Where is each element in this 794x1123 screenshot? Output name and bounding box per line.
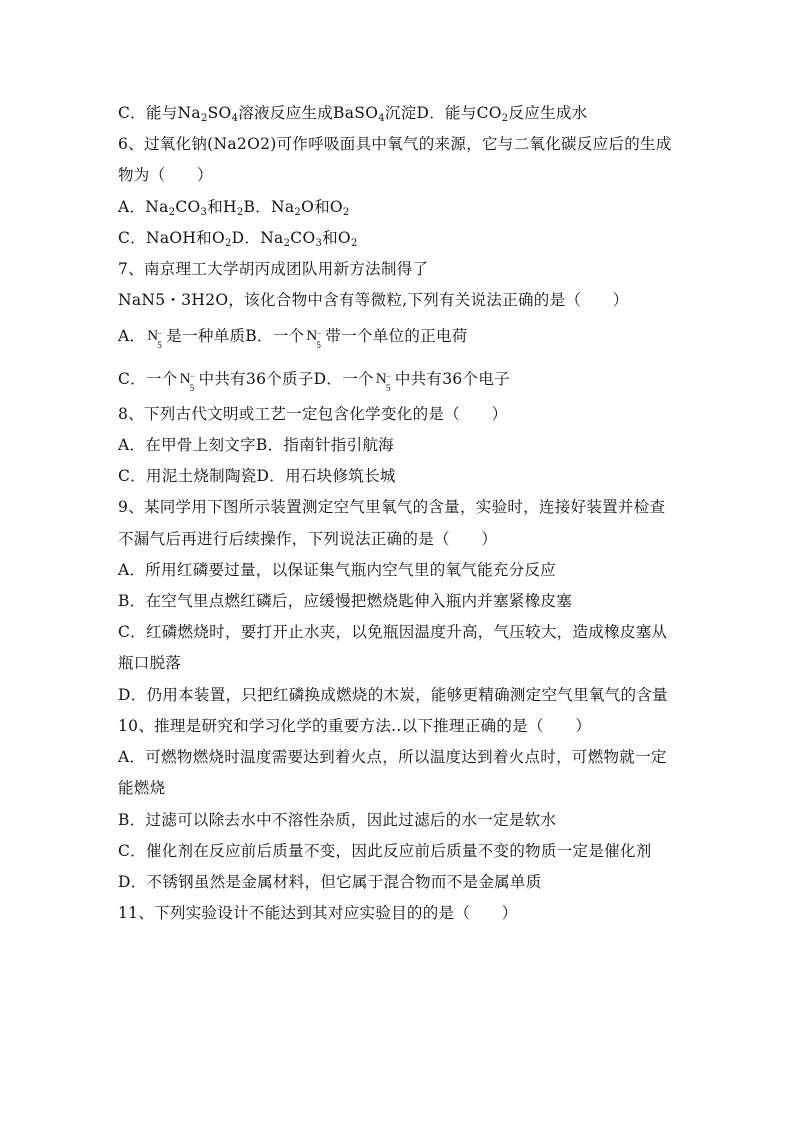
text: B．Na: [243, 198, 295, 216]
n5-ion-formula: [306, 326, 323, 350]
q9-option-a: A．所用红磷要过量，以保证集气瓶内空气里的氧气能充分反应: [118, 561, 557, 579]
q8-option-ab: A．在甲骨上刻文字B．指南针指引航海: [118, 436, 394, 454]
n5-ion-formula: [179, 369, 197, 393]
ion-base: N: [375, 371, 387, 387]
q10-option-c: C．催化剂在反应前后质量不变，因此反应前后质量不变的物质一定是催化剂: [118, 842, 652, 860]
text: C．NaOH和O: [118, 229, 225, 247]
q6-stem: 6、过氧化钠(Na2O2)可作呼吸面具中氧气的来源，它与二氧化碳反应后的生成: [118, 135, 672, 153]
text: C．一个: [118, 370, 178, 388]
text: CO: [175, 198, 201, 216]
ion-charge: −: [157, 328, 163, 338]
subscript: 2: [294, 207, 302, 218]
subscript: 3: [200, 207, 208, 218]
subscript: 2: [350, 238, 358, 249]
q10-option-a-cont: 能燃烧: [118, 779, 166, 797]
subscript: 4: [378, 113, 385, 124]
q6-option-cd: [118, 228, 358, 248]
subscript: 4: [231, 113, 239, 124]
text: 中共有36个质子D．一个: [198, 370, 374, 388]
q9-stem-cont: 不漏气后再进行后续操作，下列说法正确的是（ ）: [118, 530, 498, 548]
text: O和O: [301, 198, 343, 216]
q8-option-cd: C．用泥土烧制陶瓷D．用石块修筑长城: [118, 467, 396, 485]
ion-charge: −: [385, 371, 392, 381]
text: A．Na: [118, 198, 169, 216]
ion-base: N: [306, 328, 318, 344]
text: CO: [290, 229, 316, 247]
subscript: 2: [236, 207, 244, 218]
text: C．能与Na: [118, 104, 201, 122]
text: 是一种单质B．一个: [166, 327, 305, 345]
q7-stem-cont: NaN5・3H2O，该化合物中含有等微粒,下列有关说法正确的是（ ）: [118, 291, 629, 309]
q9-option-c: C．红磷燃烧时，要打开止水夹，以免瓶因温度升高，气压较大，造成橡皮塞从: [118, 623, 668, 641]
subscript: 2: [225, 238, 232, 249]
q10-stem: 10、推理是研究和学习化学的重要方法..以下推理正确的是（ ）: [118, 717, 592, 735]
n5-ion-formula: [375, 369, 393, 393]
q7-option-ab: [118, 326, 468, 350]
q7-option-cd: [118, 369, 510, 393]
q10-option-d: D．不锈钢虽然是金属材料，但它属于混合物而不是金属单质: [118, 873, 542, 891]
text: 带一个单位的正电荷: [325, 327, 468, 345]
q9-option-c-cont: 瓶口脱落: [118, 654, 182, 672]
text: 和H: [207, 198, 237, 216]
q9-stem: 9、某同学用下图所示装置测定空气里氧气的含量，实验时，连接好装置并检查: [118, 498, 666, 516]
ion-charge: −: [189, 371, 195, 381]
text: 反应生成水: [508, 104, 588, 122]
n5-ion-formula: [147, 326, 164, 350]
subscript: 2: [200, 113, 208, 124]
q6-option-ab: [118, 197, 350, 217]
subscript: 3: [315, 238, 323, 249]
subscript: 2: [168, 207, 176, 218]
subscript: 2: [283, 238, 291, 249]
q9-option-b: B．在空气里点燃红磷后，应缓慢把燃烧匙伸入瓶内并塞紧橡皮塞: [118, 592, 573, 610]
text: 沉淀D．能与CO: [384, 104, 502, 122]
subscript: 2: [342, 207, 350, 218]
subscript: 2: [501, 113, 509, 124]
ion-subscript: 5: [385, 383, 391, 393]
q6-stem-cont: 物为（ ）: [118, 166, 213, 184]
text: 和O: [322, 229, 351, 247]
ion-charge: −: [316, 328, 322, 338]
q8-stem: 8、下列古代文明或工艺一定包含化学变化的是（ ）: [118, 405, 508, 423]
q10-option-b: B．过滤可以除去水中不溶性杂质，因此过滤后的水一定是软水: [118, 811, 557, 829]
ion-subscript: 5: [189, 383, 195, 393]
ion-base: N: [179, 371, 191, 387]
text: D．Na: [231, 229, 284, 247]
q9-option-d: D．仍用本装置，只把红磷换成燃烧的木炭，能够更精确测定空气里氧气的含量: [118, 686, 668, 704]
q5-option-cd: [118, 103, 587, 123]
q11-stem: 11、下列实验设计不能达到其对应实验目的的是（ ）: [118, 904, 518, 922]
text: 中共有36个电子: [394, 370, 510, 388]
ion-subscript: 5: [157, 340, 163, 350]
text: A．: [118, 327, 146, 345]
q10-option-a: A．可燃物燃烧时温度需要达到着火点，所以温度达到着火点时，可燃物就一定: [118, 748, 667, 766]
q7-stem: 7、南京理工大学胡丙成团队用新方法制得了: [118, 260, 429, 278]
ion-subscript: 5: [316, 340, 322, 350]
ion-base: N: [147, 328, 159, 344]
text: SO: [207, 104, 232, 122]
text: 溶液反应生成BaSO: [238, 104, 379, 122]
